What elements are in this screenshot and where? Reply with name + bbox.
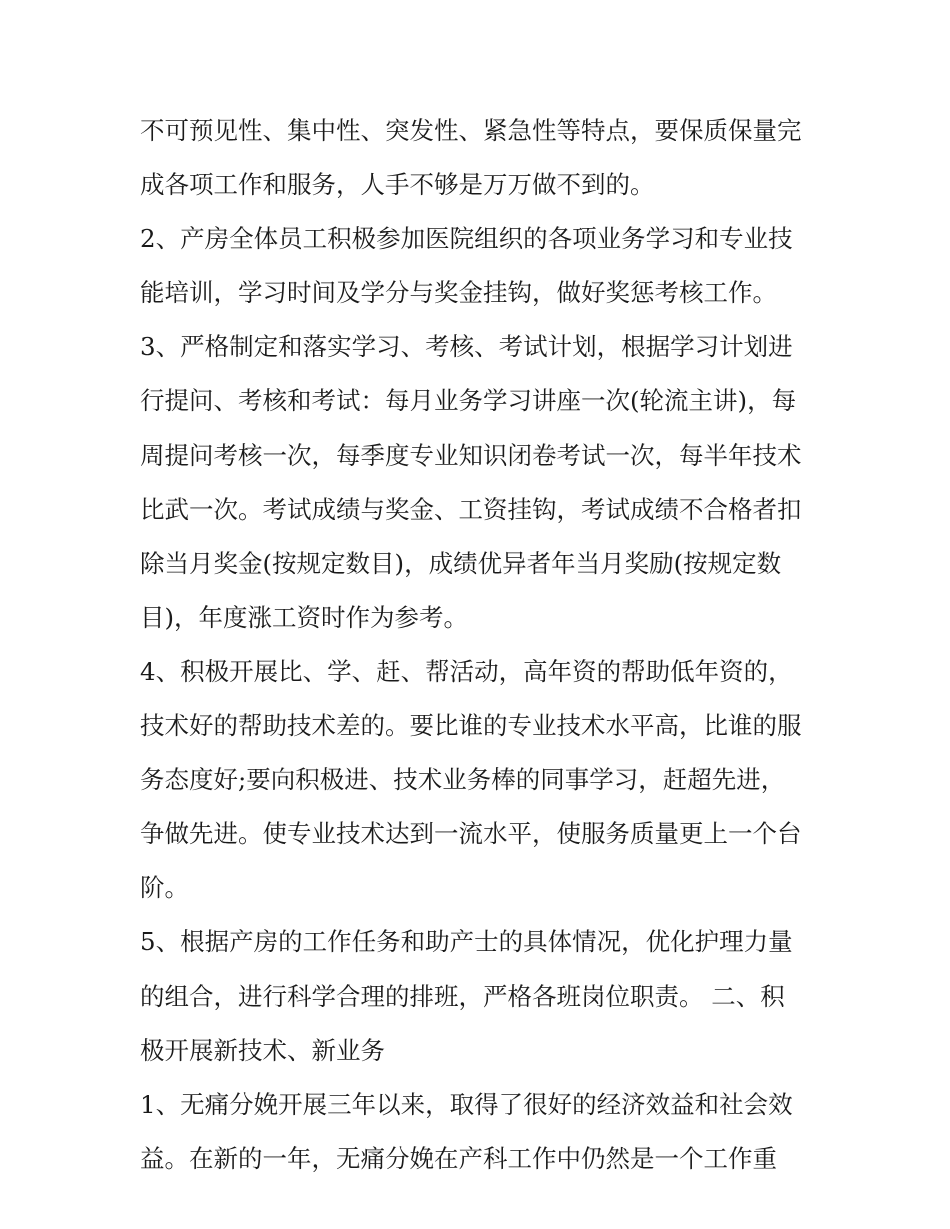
text-line: 4、积极开展比、学、赶、帮活动，高年资的帮助低年资的， bbox=[140, 656, 793, 686]
text-line: 5、根据产房的工作任务和助产士的具体情况，优化护理力量 bbox=[140, 927, 793, 957]
text-line: 不可预见性、集中性、突发性、紧急性等特点，要保质保量完 bbox=[140, 116, 802, 145]
text-line: 益。在新的一年，无痛分娩在产科工作中仍然是一个工作重 bbox=[140, 1143, 777, 1173]
text-line: 目)，年度涨工资时作为参考。 bbox=[140, 602, 469, 632]
text-line: 3、严格制定和落实学习、考核、考试计划，根据学习计划进 bbox=[140, 332, 793, 362]
text-line: 极开展新技术、新业务 bbox=[140, 1035, 385, 1065]
text-line: 周提问考核一次，每季度专业知识闭卷考试一次，每半年技术 bbox=[140, 440, 802, 470]
text-line: 务态度好;要向积极进、技术业务棒的同事学习，赶超先进， bbox=[140, 765, 786, 795]
text-line: 比武一次。考试成绩与奖金、工资挂钩，考试成绩不合格者扣 bbox=[140, 494, 802, 524]
text-line: 技术好的帮助技术差的。要比谁的专业技术水平高，比谁的服 bbox=[140, 711, 802, 741]
text-line: 1、无痛分娩开展三年以来，取得了很好的经济效益和社会效 bbox=[140, 1089, 793, 1119]
text-line: 除当月奖金(按规定数目)，成绩优异者年当月奖励(按规定数 bbox=[140, 548, 782, 578]
text-line: 争做先进。使专业技术达到一流水平，使服务质量更上一个台 bbox=[140, 819, 802, 849]
text-line: 能培训，学习时间及学分与奖金挂钩，做好奖惩考核工作。 bbox=[140, 278, 777, 308]
text-line: 行提问、考核和考试：每月业务学习讲座一次(轮流主讲)，每 bbox=[140, 386, 797, 416]
document-body bbox=[140, 104, 820, 1186]
text-line: 阶。 bbox=[140, 873, 189, 903]
text-line: 成各项工作和服务，人手不够是万万做不到的。 bbox=[140, 170, 655, 200]
text-line: 的组合，进行科学合理的排班，严格各班岗位职责。 二、积 bbox=[140, 981, 785, 1011]
text-line: 2、产房全体员工积极参加医院组织的各项业务学习和专业技 bbox=[140, 224, 793, 254]
